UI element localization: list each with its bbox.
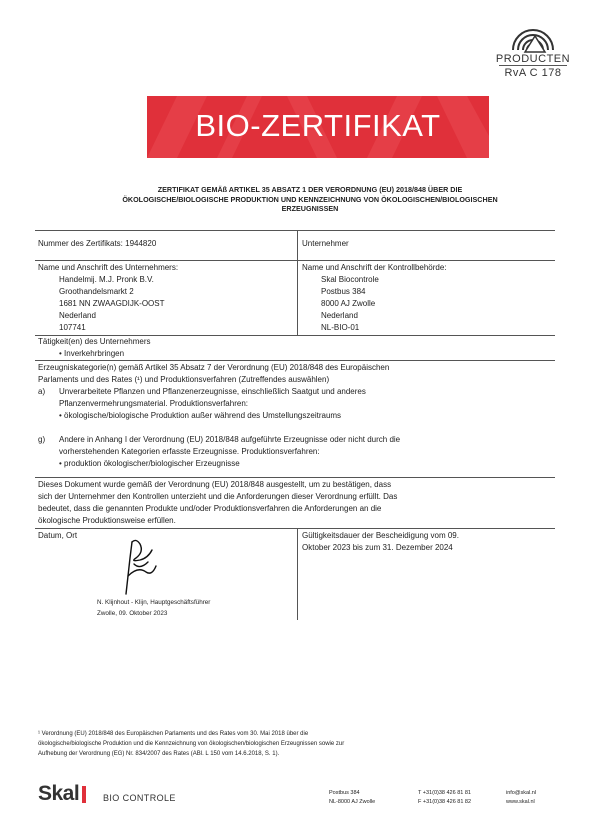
title-banner <box>147 96 489 158</box>
footer-email[interactable]: info@skal.nl <box>506 790 537 796</box>
footer-fax: F +31(0)38 426 81 82 <box>418 799 472 805</box>
skal-brand-subtitle: BIO CONTROLE <box>103 793 176 803</box>
statement-line-4: ökologische Produktionsweise erfüllen. <box>38 516 176 525</box>
category-a-bullet: • ökologische/biologische Produktion außer während des Umstellungszeitraums <box>59 411 342 420</box>
category-g-line-2: vorherstehenden Kategorien erfasste Erzeugnisse. Produktionsverfahren: <box>59 447 320 456</box>
statement-line-3: bedeutet, dass die genannten Produkte und/oder Produktionsverfahren die Anforderungen an die <box>38 504 382 513</box>
categories-intro-1: Erzeugniskategorie(n) gemäß Artikel 35 Absatz 7 der Verordnung (EU) 2018/848 des Europäischen <box>38 363 390 372</box>
table-row-divider <box>35 360 555 361</box>
footer-website[interactable]: www.skal.nl <box>506 799 535 805</box>
logo-text-producten: PRODUCTEN <box>495 53 571 65</box>
statement-line-1: Dieses Dokument wurde gemäß der Verordnung (EU) 2018/848 ausgestellt, um zu bestätigen, dass <box>38 480 392 489</box>
logo-divider <box>499 65 567 66</box>
signature-image <box>118 536 160 596</box>
statement-line-2: sich der Unternehmer den Kontrollen unterzieht und die Anforderungen dieser Verordnung erfüllt. Das <box>38 492 398 501</box>
category-g-bullet: • produktion ökologischer/biologischer Erzeugnisse <box>59 459 240 468</box>
authority-city: 8000 AJ Zwolle <box>321 299 376 308</box>
signatory-name: N. Klijnhout - Klijn, Hauptgeschäftsführer <box>97 599 211 606</box>
category-g-line-1: Andere in Anhang I der Verordnung (EU) 2018/848 aufgeführte Erzeugnisse oder nicht durch die <box>59 435 401 444</box>
footer-postbus: Postbus 384 <box>329 790 360 796</box>
operator-number: 107741 <box>59 323 86 332</box>
validity-line-2: Oktober 2023 bis zum 31. Dezember 2024 <box>302 543 453 552</box>
heading-line-2: ÖKOLOGISCHE/BIOLOGISCHE PRODUKTION UND KENNZEICHNUNG VON ÖKOLOGISCHEN/BIOLOGISCHEN <box>122 194 498 204</box>
footer-city: NL-8000 AJ Zwolle <box>329 799 376 805</box>
skal-logo-bar-icon <box>82 786 86 803</box>
activities-label: Tätigkeit(en) des Unternehmers <box>38 337 151 346</box>
skal-brand: Skal <box>38 782 80 805</box>
table-column-divider <box>297 528 298 620</box>
operator-address-label: Name und Anschrift des Unternehmers: <box>38 263 179 272</box>
table-row-divider <box>35 260 555 261</box>
certificate-heading <box>100 185 520 214</box>
operator-street: Groothandelsmarkt 2 <box>59 287 134 296</box>
category-a-line-2: Pflanzenvermehrungsmaterial. Produktionsverfahren: <box>59 399 248 408</box>
footnote-line-1: ¹ Verordnung (EU) 2018/848 des Europäischen Parlaments und des Rates vom 30. Mai 2018 über die <box>38 731 309 737</box>
date-place-label: Datum, Ort <box>38 531 78 540</box>
authority-postbus: Postbus 384 <box>321 287 366 296</box>
authority-address-label: Name und Anschrift der Kontrollbehörde: <box>302 263 447 272</box>
heading-line-3: ERZEUGNISSEN <box>281 204 339 213</box>
logo-text-rva: RvA C 178 <box>504 67 562 79</box>
rva-certification-logo <box>495 14 571 86</box>
category-a-letter: a) <box>38 387 46 396</box>
activity-item: • Inverkehrbringen <box>59 349 125 358</box>
authority-country: Nederland <box>321 311 358 320</box>
authority-name: Skal Biocontrole <box>321 275 379 284</box>
authority-code: NL-BIO-01 <box>321 323 360 332</box>
table-column-divider <box>297 230 298 335</box>
rva-logo-icon <box>495 14 571 54</box>
categories-intro-2: Parlaments und des Rates (¹) und Produktionsverfahren (Zutreffendes auswählen) <box>38 375 330 384</box>
banner-title: BIO-ZERTIFIKAT <box>195 108 441 143</box>
table-row-divider <box>35 528 555 529</box>
validity-line-1: Gültigkeitsdauer der Bescheidigung vom 09. <box>302 531 459 540</box>
operator-city: 1681 NN ZWAAGDIJK-OOST <box>59 299 165 308</box>
operator-name: Handelmij. M.J. Pronk B.V. <box>59 275 154 284</box>
footer-phone: T +31(0)38 426 81 81 <box>418 790 471 796</box>
category-a-line-1: Unverarbeitete Pflanzen und Pflanzenerzeugnisse, einschließlich Saatgut und anderes <box>59 387 366 396</box>
heading-line-1: ZERTIFIKAT GEMÄß ARTIKEL 35 ABSATZ 1 DER VERORDNUNG (EU) 2018/848 ÜBER DIE <box>157 185 463 194</box>
category-g-letter: g) <box>38 435 46 444</box>
footnote-line-2: ökologische/biologische Produktion und die Kennzeichnung von ökologischen/biologischen Erzeugnissen sowie zur <box>38 741 345 747</box>
table-row-divider <box>35 477 555 478</box>
table-border-top <box>35 230 555 231</box>
signature-place-date: Zwolle, 09. Oktober 2023 <box>97 610 168 617</box>
footnote-line-3: Aufhebung der Verordnung (EG) Nr. 834/2007 des Rates (ABl. L 150 vom 14.6.2018, S. 1). <box>38 751 280 757</box>
operator-country: Nederland <box>59 311 96 320</box>
operator-label: Unternehmer <box>302 239 349 248</box>
certificate-number: Nummer des Zertifikats: 1944820 <box>38 239 157 248</box>
